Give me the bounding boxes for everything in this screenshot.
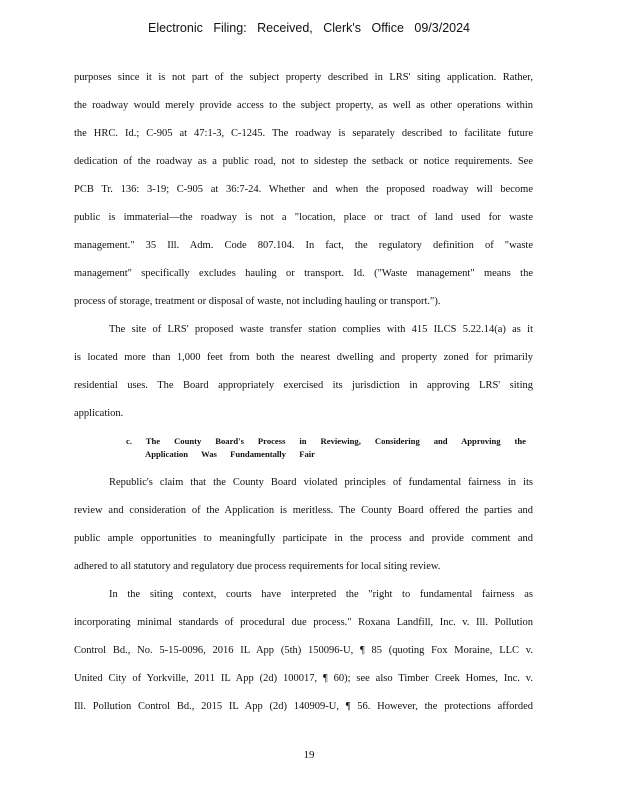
body-line: United City of Yorkville, 2011 IL App (2d) 100017, ¶ 60); see also Timber Creek Homes, Inc. v.	[74, 673, 533, 684]
body-line: residential uses. The Board appropriately exercised its jurisdiction in approving LRS' siting	[74, 380, 533, 391]
body-line: The site of LRS' proposed waste transfer station complies with 415 ILCS 5.22.14(a) as it	[109, 324, 533, 335]
body-line: dedication of the roadway as a public road, not to sidestep the setback or notice requirements. See	[74, 156, 533, 167]
body-line: Ill. Pollution Control Bd., 2015 IL App (2d) 140909-U, ¶ 56. However, the protections afforded	[74, 701, 533, 712]
body-line: the HRC. Id.; C-905 at 47:1-3, C-1245. The roadway is separately described to facilitate future	[74, 128, 533, 139]
body-line: public ample opportunities to meaningfully participate in the process and provide comment and	[74, 533, 533, 544]
body-line: management." 35 Ill. Adm. Code 807.104. In fact, the regulatory definition of "waste	[74, 240, 533, 251]
body-line: management" specifically excludes hauling or transport. Id. ("Waste management" means the	[74, 268, 533, 279]
body-line: Republic's claim that the County Board violated principles of fundamental fairness in its	[109, 477, 533, 488]
body-line: PCB Tr. 136: 3-19; C-905 at 36:7-24. Whether and when the proposed roadway will become	[74, 184, 533, 195]
filing-header: Electronic Filing: Received, Clerk's Office 09/3/2024	[147, 21, 470, 35]
body-line: the roadway would merely provide access to the subject property, as well as other operations within	[74, 100, 533, 111]
body-line: process of storage, treatment or disposal of waste, not including hauling or transport.").	[74, 296, 441, 307]
body-line: adhered to all statutory and regulatory due process requirements for local siting review.	[74, 561, 441, 572]
body-line: is located more than 1,000 feet from both the nearest dwelling and property zoned for primarily	[74, 352, 533, 363]
body-line: public is immaterial—the roadway is not a "location, place or tract of land used for waste	[74, 212, 533, 223]
section-heading: c. The County Board's Process in Reviewing, Considering and Approving the	[126, 436, 526, 446]
body-line: incorporating minimal standards of procedural due process." Roxana Landfill, Inc. v. Ill. Pollution	[74, 617, 533, 628]
body-line: purposes since it is not part of the subject property described in LRS' siting application. Rather,	[74, 72, 533, 83]
page-number: 19	[303, 749, 315, 761]
body-line: review and consideration of the Application is meritless. The County Board offered the parties and	[74, 505, 533, 516]
body-line: In the siting context, courts have interpreted the "right to fundamental fairness as	[109, 589, 533, 600]
body-line: Control Bd., No. 5-15-0096, 2016 IL App (5th) 150096-U, ¶ 85 (quoting Fox Moraine, LLC v.	[74, 645, 533, 656]
section-heading-cont: Application Was Fundamentally Fair	[145, 449, 315, 459]
body-line: application.	[74, 408, 124, 419]
